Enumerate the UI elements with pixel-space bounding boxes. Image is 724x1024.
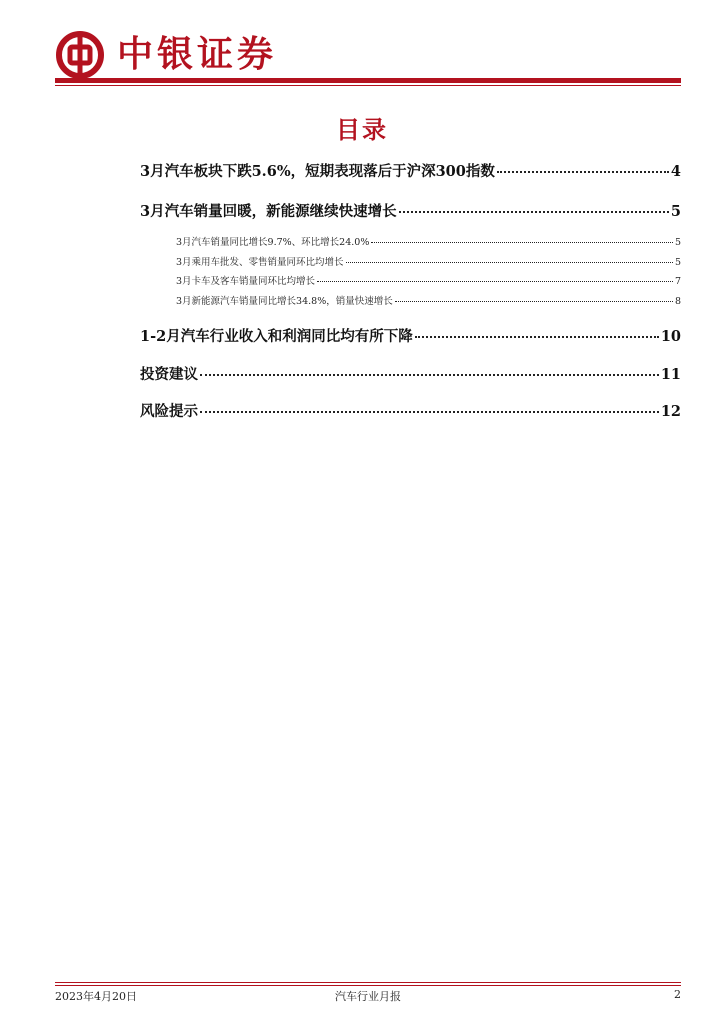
toc-page-number: 5 — [674, 237, 681, 248]
toc-entry-text: 3月汽车销量同比增长9.7%、环比增长24.0% — [176, 237, 370, 248]
toc-leader-dots — [395, 301, 673, 302]
toc-entry-text: 风险提示 — [140, 403, 198, 420]
toc-page-number: 4 — [670, 163, 681, 180]
footer-page-number: 2 — [674, 988, 681, 1001]
toc-entry-text: 投资建议 — [140, 366, 198, 383]
toc-entry[interactable] — [140, 200, 681, 222]
toc-entry-text: 3月乘用车批发、零售销量同环比均增长 — [176, 257, 344, 268]
header-rule — [55, 78, 681, 83]
toc-entry-text: 3月卡车及客车销量同环比均增长 — [176, 276, 316, 287]
toc-entry-text: 3月新能源汽车销量同比增长34.8%，销量快速增长 — [176, 296, 393, 307]
toc-title: 目录 — [336, 116, 388, 144]
header-rule-thin — [55, 85, 681, 86]
toc-subentry[interactable] — [140, 293, 681, 307]
footer-report-type: 汽车行业月报 — [335, 990, 401, 1003]
footer-rule-thin — [55, 985, 681, 986]
footer-rule — [55, 982, 681, 983]
brand-name: 中银证券 — [117, 34, 278, 75]
toc-subentry[interactable] — [140, 234, 681, 248]
toc-entry-text: 3月汽车板块下跌5.6%，短期表现落后于沪深300指数 — [140, 163, 495, 180]
toc-page-number: 5 — [670, 203, 681, 220]
toc-leader-dots — [200, 374, 659, 376]
toc-page-number: 7 — [674, 276, 681, 287]
toc-page-number: 12 — [660, 403, 681, 420]
toc-entry-text: 1-2月汽车行业收入和利润同比均有所下降 — [140, 328, 413, 345]
toc-entry-text: 3月汽车销量回暖，新能源继续快速增长 — [140, 203, 397, 220]
toc-page-number: 11 — [660, 366, 681, 383]
toc-leader-dots — [346, 262, 673, 263]
toc-leader-dots — [497, 171, 669, 173]
toc-leader-dots — [399, 211, 669, 213]
toc-leader-dots — [371, 242, 673, 243]
bank-of-china-logo-icon — [55, 30, 105, 80]
toc-leader-dots — [200, 411, 659, 413]
toc-subentry[interactable] — [140, 254, 681, 268]
footer-date: 2023年4月20日 — [55, 990, 137, 1003]
toc-entry[interactable] — [140, 363, 681, 385]
toc-page-number: 5 — [674, 257, 681, 268]
toc-page-number: 8 — [674, 296, 681, 307]
page-footer — [55, 988, 681, 1004]
toc-subentry[interactable] — [140, 273, 681, 287]
toc-entry[interactable] — [140, 160, 681, 182]
toc-leader-dots — [415, 336, 659, 338]
toc-entry[interactable] — [140, 400, 681, 422]
toc-page-number: 10 — [660, 328, 681, 345]
toc-entry[interactable] — [140, 325, 681, 347]
toc-leader-dots — [317, 281, 673, 282]
